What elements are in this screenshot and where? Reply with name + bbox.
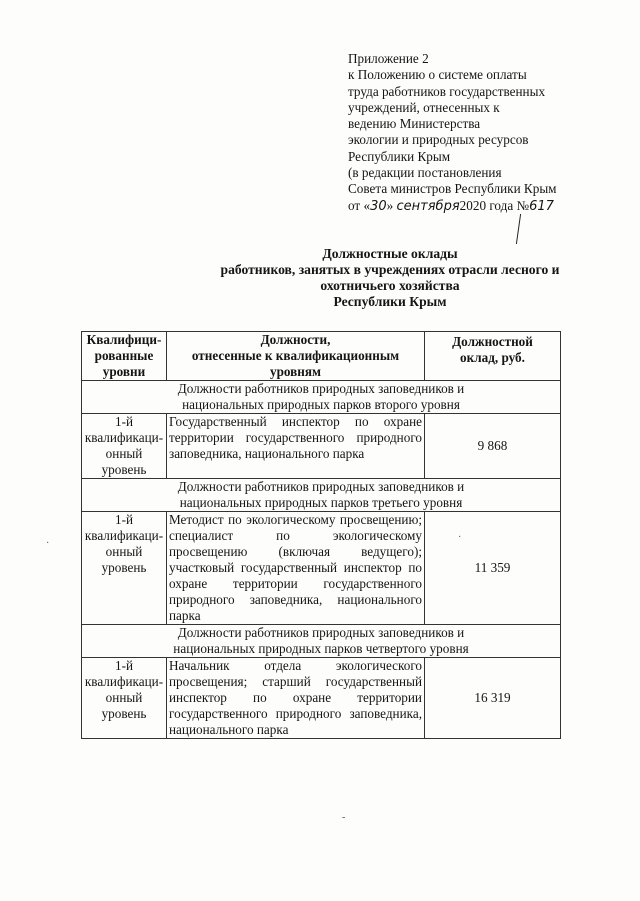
level-line: квалификаци- bbox=[84, 430, 164, 445]
group-title-line: национальных природных парков второго уровня bbox=[182, 397, 460, 412]
header-line: оклад, руб. bbox=[460, 350, 525, 365]
table-row bbox=[82, 658, 561, 739]
header-line: уровни bbox=[102, 364, 146, 379]
group-title-row bbox=[82, 479, 561, 512]
handwritten-number: 617 bbox=[529, 198, 554, 214]
table-row bbox=[82, 414, 561, 479]
title-line: работников, занятых в учреждениях отрасли лесного и bbox=[220, 262, 560, 277]
header-line: Должностной bbox=[452, 334, 533, 349]
header-line: Квалифици- bbox=[86, 332, 162, 347]
level-line: уровень bbox=[101, 706, 147, 721]
appendix-line: ведению Министерства bbox=[348, 116, 481, 132]
qualification-level bbox=[82, 658, 167, 739]
group-title-line: Должности работников природных заповедников и bbox=[177, 625, 465, 640]
qualification-level bbox=[82, 414, 167, 479]
level-line: онный bbox=[105, 690, 143, 705]
appendix-line: труда работников государственных bbox=[348, 83, 546, 99]
group-title-row bbox=[82, 625, 561, 658]
salary-table bbox=[81, 331, 561, 739]
table-header-row bbox=[82, 332, 561, 381]
group-title bbox=[82, 479, 561, 512]
resolution-date-line bbox=[348, 198, 610, 215]
group-title-line: Должности работников природных заповедников и bbox=[177, 479, 465, 494]
salary-value: 9 868 bbox=[425, 414, 561, 479]
level-line: квалификаци- bbox=[84, 674, 164, 689]
level-line: 1-й bbox=[114, 414, 134, 429]
appendix-line: учреждений, отнесенных к bbox=[348, 99, 500, 115]
scan-speck: · bbox=[458, 532, 462, 543]
appendix-line: к Положению о системе оплаты bbox=[348, 67, 527, 83]
header-positions bbox=[167, 332, 425, 381]
group-title-line: национальных природных парков четвертого уровня bbox=[173, 641, 469, 656]
group-title-row bbox=[82, 381, 561, 414]
position-list: Начальник отдела экологического просвещения; старший государственный инспектор по охране территории государственного природного заповедника, национального парка bbox=[167, 658, 425, 739]
appendix-line: Республики Крым bbox=[348, 148, 451, 164]
header-line: уровням bbox=[269, 364, 322, 379]
date-year: 2020 года № bbox=[459, 197, 530, 213]
group-title bbox=[82, 625, 561, 658]
group-title-line: Должности работников природных заповедников и bbox=[177, 381, 465, 396]
scan-speck: - bbox=[342, 812, 346, 823]
level-line: онный bbox=[105, 446, 143, 461]
position-list: Методист по экологическому просвещению; специалист по экологическому просвещению (включая ведущего); участковый государственный инспектор по охране территории государственного природного заповедника, национального парка bbox=[167, 512, 425, 625]
salary-value: 16 319 bbox=[425, 658, 561, 739]
level-line: квалификаци- bbox=[84, 528, 164, 543]
date-mid: » bbox=[386, 197, 397, 213]
qualification-level bbox=[82, 512, 167, 625]
table-row bbox=[82, 512, 561, 625]
salary-value: 11 359 bbox=[425, 512, 561, 625]
level-line: уровень bbox=[101, 462, 147, 477]
header-qualification-levels bbox=[82, 332, 167, 381]
title-line: охотничьего хозяйства bbox=[320, 278, 460, 293]
appendix-line: Совета министров Республики Крым bbox=[348, 181, 557, 197]
level-line: 1-й bbox=[114, 512, 134, 527]
group-title bbox=[82, 381, 561, 414]
scan-speck: · bbox=[46, 538, 50, 549]
pen-stroke bbox=[516, 214, 565, 244]
level-line: онный bbox=[105, 544, 143, 559]
appendix-line: (в редакции постановления bbox=[348, 165, 502, 181]
level-line: 1-й bbox=[114, 658, 134, 673]
header-line: отнесенные к квалификационным bbox=[191, 348, 400, 363]
level-line: уровень bbox=[101, 560, 147, 575]
appendix-header bbox=[348, 51, 610, 215]
header-salary bbox=[425, 332, 561, 381]
handwritten-month: сентября bbox=[396, 198, 460, 214]
appendix-line: Приложение 2 bbox=[348, 51, 429, 66]
title-line: Республики Крым bbox=[333, 294, 447, 309]
position-list: Государственный инспектор по охране территории государственного природного заповедника, национального парка bbox=[167, 414, 425, 479]
header-line: Должности, bbox=[260, 332, 331, 347]
title-line: Должностные оклады bbox=[322, 246, 458, 261]
appendix-line: экологии и природных ресурсов bbox=[348, 132, 529, 148]
document-title bbox=[160, 246, 620, 310]
header-line: рованные bbox=[94, 348, 154, 363]
date-prefix: от « bbox=[348, 197, 371, 213]
group-title-line: национальных природных парков третьего уровня bbox=[179, 495, 463, 510]
handwritten-day: 30 bbox=[370, 198, 387, 214]
